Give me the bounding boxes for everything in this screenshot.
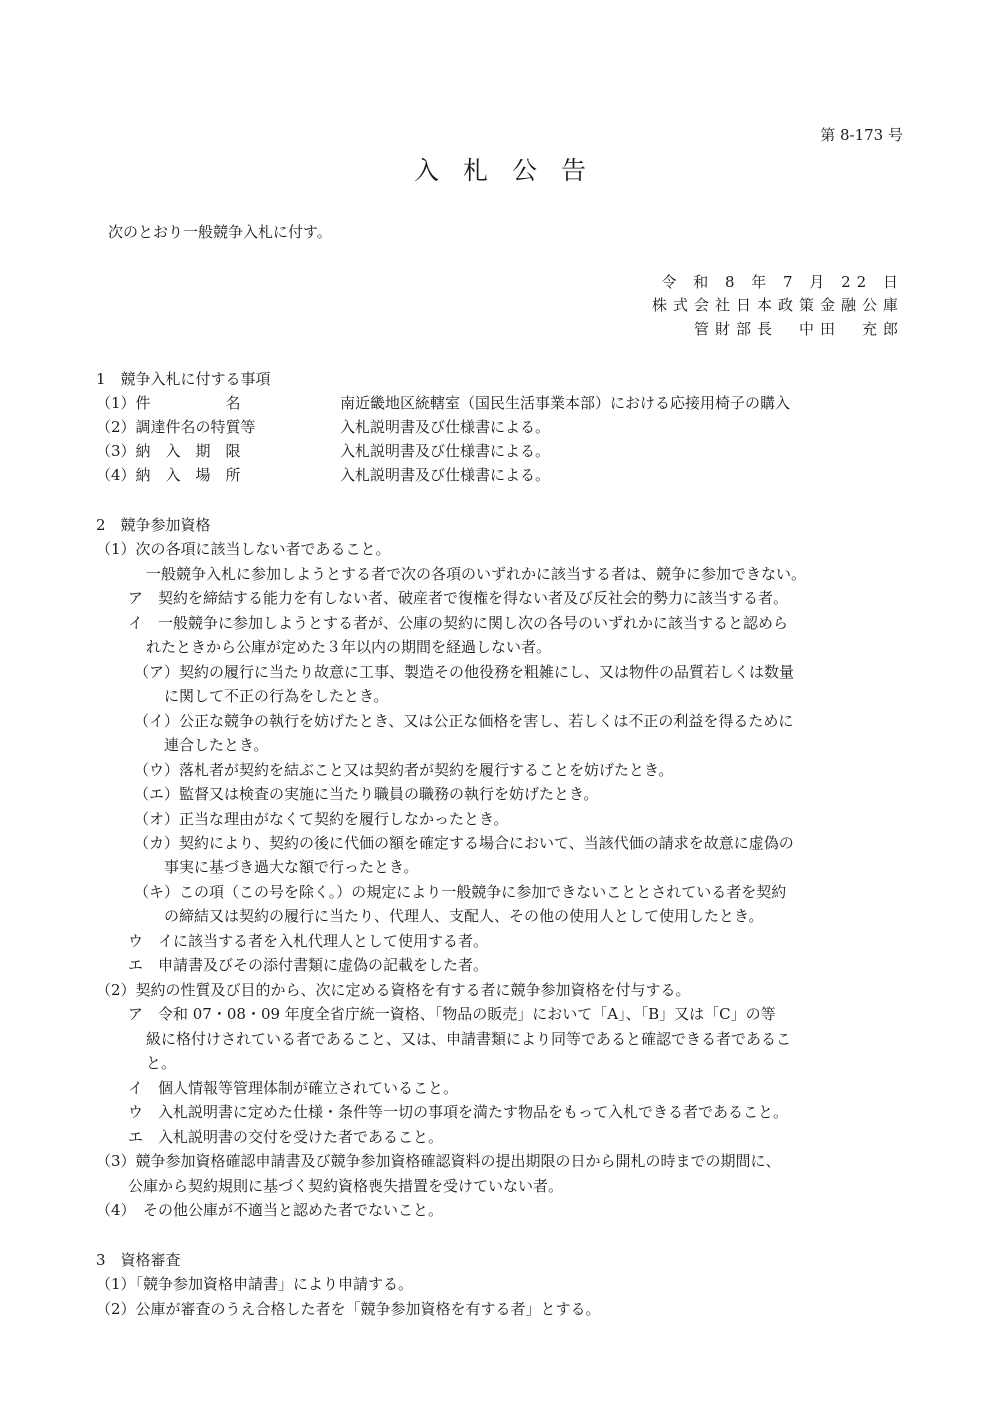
clause-line: 公庫から契約規則に基づく契約資格喪失措置を受けていない者。 xyxy=(128,1177,564,1195)
item-value: 入札説明書及び仕様書による。 xyxy=(340,466,551,484)
item-value: 入札説明書及び仕様書による。 xyxy=(340,418,551,436)
clause-line: 級に格付けされている者であること、又は、申請書類により同等であると確認できる者であるこ xyxy=(146,1030,792,1048)
item-label: （1）件 名 xyxy=(96,394,241,412)
clause-line: エ 入札説明書の交付を受けた者であること。 xyxy=(128,1128,444,1146)
clause-line: れたときから公庫が定めた３年以内の期間を経過しない者。 xyxy=(146,638,552,656)
clause-line: 一般競争入札に参加しようとする者で次の各項のいずれかに該当する者は、競争に参加できない。 xyxy=(146,565,807,583)
section1-item xyxy=(96,440,550,462)
clause-line: （4） その他公庫が不適当と認めた者でないこと。 xyxy=(96,1201,444,1219)
clause-line: ウ 入札説明書に定めた仕様・条件等一切の事項を満たす物品をもって入札できる者であること。 xyxy=(128,1103,789,1121)
intro-text: 次のとおり一般競争入札に付す。 xyxy=(108,223,332,241)
clause-line: （ア）契約の履行に当たり故意に工事、製造その他役務を粗雑にし、又は物件の品質若しくは数量 xyxy=(134,663,795,681)
clause-line: （キ）この項（この号を除く。）の規定により一般競争に参加できないこととされている者を契約 xyxy=(134,883,787,901)
section1-item xyxy=(96,392,790,414)
item-label: （2）調達件名の特質等 xyxy=(96,418,256,436)
clause-line: （カ）契約により、契約の後に代価の額を確定する場合において、当該代価の請求を故意に虚偽の xyxy=(134,834,794,852)
clause-line: と。 xyxy=(146,1054,177,1072)
clause-line: （1）「競争参加資格申請書」により申請する。 xyxy=(96,1275,414,1293)
clause-line: に関して不正の行為をしたとき。 xyxy=(164,687,389,705)
clause-line: （エ）監督又は検査の実施に当たり職員の職務の執行を妨げたとき。 xyxy=(134,785,599,803)
clause-line: （2）公庫が審査のうえ合格した者を「競争参加資格を有する者」とする。 xyxy=(96,1300,601,1318)
clause-line: （2）契約の性質及び目的から、次に定める資格を有する者に競争参加資格を付与する。 xyxy=(96,981,691,999)
clause-line: の締結又は契約の履行に当たり、代理人、支配人、その他の使用人として使用したとき。 xyxy=(164,907,764,925)
section1-item xyxy=(96,464,550,486)
clause-line: ア 令和 07・08・09 年度全省庁統一資格、「物品の販売」において「A」、「B」又は「C」の等 xyxy=(128,1005,776,1023)
clause-line: イ 一般競争に参加しようとする者が、公庫の契約に関し次の各号のいずれかに該当すると認めら xyxy=(128,614,789,632)
issue-date: 令 和 8 年 7 月 22 日 xyxy=(661,273,904,291)
issuer-official: 管財部長 中田 充郎 xyxy=(693,320,904,338)
clause-line: （オ）正当な理由がなくて契約を履行しなかったとき。 xyxy=(134,810,509,828)
clause-line: （ウ）落札者が契約を結ぶこと又は契約者が契約を履行することを妨げたとき。 xyxy=(134,761,674,779)
section1-item xyxy=(96,416,550,438)
section3-heading: 3 資格審査 xyxy=(96,1251,181,1269)
section1-heading: 1 競争入札に付する事項 xyxy=(96,370,271,388)
clause-line: 事実に基づき過大な額で行ったとき。 xyxy=(164,858,419,876)
clause-line: ア 契約を締結する能力を有しない者、破産者で復権を得ない者及び反社会的勢力に該当する者。 xyxy=(128,589,789,607)
clause-line: エ 申請書及びその添付書類に虚偽の記載をした者。 xyxy=(128,956,489,974)
item-label: （4）納 入 場 所 xyxy=(96,466,241,484)
notice-number: 第 8-173 号 xyxy=(820,126,903,144)
clause-line: ウ イに該当する者を入札代理人として使用する者。 xyxy=(128,932,489,950)
clause-line: （イ）公正な競争の執行を妨げたとき、又は公正な価格を害し、若しくは不正の利益を得るために xyxy=(134,712,794,730)
page-title: 入札公告 xyxy=(413,156,610,185)
clause-line: 連合したとき。 xyxy=(164,736,269,754)
clause-line: （3）競争参加資格確認申請書及び競争参加資格確認資料の提出期限の日から開札の時までの期間に、 xyxy=(96,1152,781,1170)
issuer-organization: 株式会社日本政策金融公庫 xyxy=(651,296,904,314)
clause-line: イ 個人情報等管理体制が確立されていること。 xyxy=(128,1079,459,1097)
item-value: 南近畿地区統轄室（国民生活事業本部）における応接用椅子の購入 xyxy=(340,394,791,412)
item-value: 入札説明書及び仕様書による。 xyxy=(340,442,551,460)
section2-heading: 2 競争参加資格 xyxy=(96,516,211,534)
item-label: （3）納 入 期 限 xyxy=(96,442,241,460)
clause-line: （1）次の各項に該当しない者であること。 xyxy=(96,540,391,558)
